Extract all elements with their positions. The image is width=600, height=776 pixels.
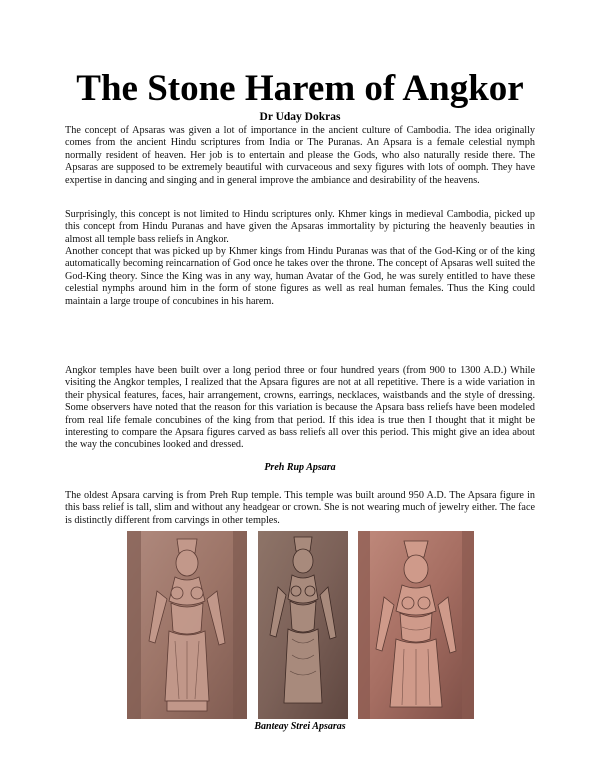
paragraph-preh-rup: The oldest Apsara carving is from Preh Rup temple. This temple was built around 950 A.D. The Apsara figure in this bass relief is tall, slim and without any headgear or crown. She is not wearing much of jewelry either. The face is distinctly different from carvings in other temples. (65, 490, 535, 526)
author-name: Dr Uday Dokras (259, 111, 341, 123)
document-title: The Stone Harem of Angkor (76, 68, 524, 109)
paragraph-god-king: Another concept that was picked up by Khmer kings from Hindu Puranas was that of the God-King or of the king automatically becoming reincarnation of God once he takes over the throne. The concept of Apsaras well suited the God-King theory. Since the King was in any way, human Avatar of the God, he was surely entitled to have these celestial nymphs around him in the form of stone figures as well as real human females. Thus the King could maintain a large troupe of concubines in his harem. (65, 246, 535, 307)
section-heading-preh-rup: Preh Rup Apsara (264, 462, 336, 473)
paragraph-apsara-concept: The concept of Apsaras was given a lot of importance in the ancient culture of Cambodia. The idea originally comes from the ancient Hindu scriptures from India or The Puranas. An Apsara is a female celestial nymph normally resident of heaven. Her job is to entertain and please the Gods, who also naturally reside there. The Apsaras are supposed to be extremely beautiful with curvaceous and sexy figures with lots of oomph. They have expertise in dancing and singing and in general improve the ambiance and desirability of the heavens. (65, 125, 535, 186)
paragraph-khmer-kings: Surprisingly, this concept is not limited to Hindu scriptures only. Khmer kings in medieval Cambodia, picked up this concept from Hindu Puranas and have given the Apsaras immortality by picturing the heavenly beauties in almost all temple bass reliefs in Angkor. (65, 209, 535, 245)
figure-caption-banteay-strei: Banteay Strei Apsaras (254, 721, 346, 732)
apsara-relief-photo-3 (358, 531, 474, 719)
paragraph-angkor-temples: Angkor temples have been built over a long period three or four hundred years (from 900 to 1300 A.D.) While visiting the Angkor temples, I realized that the Apsara figures are not at all repetitive. There is a wide variation in their physical features, faces, hair arrangement, crowns, earrings, necklaces, waistbands and the style of dressing. Some observers have noted that the reason for this variation is because the Apsara bass reliefs have been modeled from real life female concubines of the king from that period. If this idea is true then I thought that it might be interesting to compare the Apsara figures carved as bass reliefs all over this period. This might give an idea about the way the concubines looked and dressed. (65, 365, 535, 451)
apsara-relief-photo-2 (258, 531, 348, 719)
apsara-relief-photo-1 (127, 531, 247, 719)
